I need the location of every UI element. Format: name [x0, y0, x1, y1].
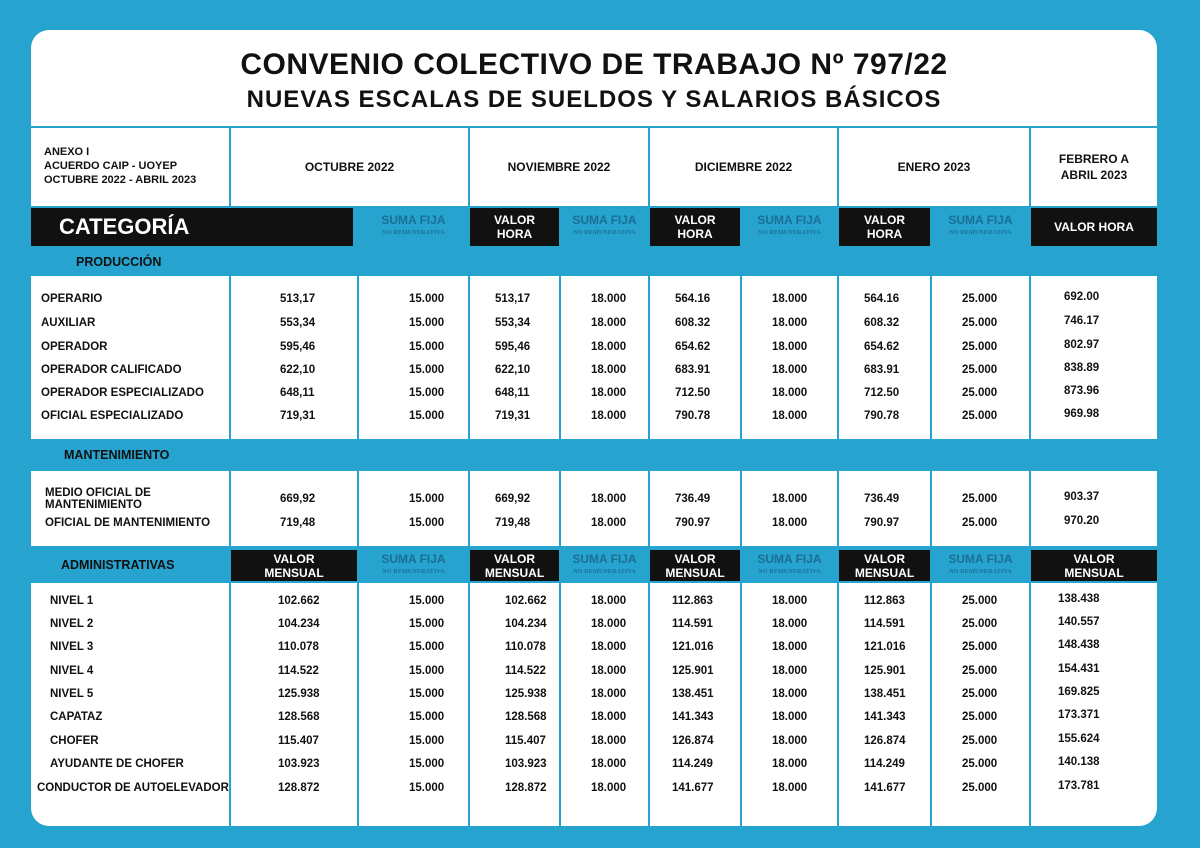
annex-line1: ANEXO I: [44, 146, 90, 158]
valor-label: [674, 213, 715, 241]
suma-fija-text: SUMA FIJA: [757, 213, 822, 227]
annex-cell: [31, 128, 229, 206]
cell-value: 18.000: [772, 341, 808, 353]
cell-value: 18.000: [591, 618, 627, 630]
valor-label-line2: MENSUAL: [854, 565, 915, 580]
cell-value: 15.000: [409, 711, 445, 723]
valor-label-line2: HORA: [866, 227, 903, 241]
cell-value: 18.000: [772, 711, 808, 723]
valor-mensual-header: [650, 550, 740, 581]
cell-value: 18.000: [772, 688, 808, 700]
cell-value: 173.371: [1058, 709, 1100, 721]
no-remunerativa-text: NO REMUNERATIVA: [949, 568, 1012, 575]
cell-value: 18.000: [591, 595, 627, 607]
cell-value: 141.343: [864, 711, 906, 723]
cell-value: 25.000: [962, 493, 998, 505]
cell-value: 18.000: [591, 517, 627, 529]
row-category: AYUDANTE DE CHOFER: [50, 758, 184, 770]
cell-value: 25.000: [962, 758, 998, 770]
suma-fija-label: [381, 553, 445, 579]
valor-label: [864, 213, 905, 241]
cell-value: 121.016: [864, 641, 906, 653]
table-row: [31, 595, 1157, 613]
cell-value: 18.000: [591, 387, 627, 399]
main-title: CONVENIO COLECTIVO DE TRABAJO Nº 797/22: [240, 48, 948, 81]
suma-fija-text: SUMA FIJA: [757, 551, 822, 566]
cell-value: 18.000: [591, 293, 627, 305]
cell-value: 18.000: [772, 782, 808, 794]
period-header-2: [470, 128, 648, 206]
suma-fija-header: [561, 550, 648, 581]
cell-value: 622,10: [495, 364, 531, 376]
salary-table-card: [31, 30, 1157, 826]
cell-value: 141.343: [672, 711, 714, 723]
cell-value: 18.000: [591, 688, 627, 700]
cell-value: 125.901: [864, 665, 906, 677]
cell-value: 15.000: [409, 665, 445, 677]
cell-value: 18.000: [772, 364, 808, 376]
cell-value: 15.000: [409, 758, 445, 770]
suma-fija-label: [757, 553, 821, 579]
valor-label-line1: VALOR: [273, 551, 315, 566]
cell-value: 18.000: [772, 758, 808, 770]
cell-value: 25.000: [962, 341, 998, 353]
suma-fija-label: [572, 214, 636, 240]
suma-fija-header: [359, 208, 468, 246]
cell-value: 15.000: [409, 688, 445, 700]
subtitle: NUEVAS ESCALAS DE SUELDOS Y SALARIOS BÁSICOS: [246, 86, 942, 113]
valor-mensual-header: [470, 550, 559, 581]
cell-value: 25.000: [962, 735, 998, 747]
no-remunerativa-text: NO REMUNERATIVA: [382, 230, 445, 236]
period-label: OCTUBRE 2022: [304, 160, 395, 174]
cell-value: 15.000: [409, 517, 445, 529]
cell-value: 553,34: [495, 317, 531, 329]
row-category: OPERADOR ESPECIALIZADO: [41, 387, 204, 399]
valor-label-line1: VALOR: [493, 551, 536, 566]
cell-value: 128.568: [505, 711, 547, 723]
cell-value: 104.234: [505, 618, 547, 630]
period-header-3: [650, 128, 837, 206]
cell-value: 154.431: [1058, 663, 1100, 675]
cell-value: 683.91: [675, 364, 711, 376]
period-header-1: [231, 128, 468, 206]
cell-value: 15.000: [409, 410, 445, 422]
cell-value: 114.591: [672, 618, 713, 630]
suma-fija-text: SUMA FIJA: [381, 551, 446, 566]
cell-value: 15.000: [409, 317, 445, 329]
cell-value: 114.522: [278, 665, 319, 677]
table-row: [31, 688, 1157, 706]
cell-value: 18.000: [591, 735, 627, 747]
category-header: [31, 208, 353, 246]
cell-value: 104.234: [278, 618, 320, 630]
valor-label-line1: VALOR: [863, 213, 906, 227]
cell-value: 25.000: [962, 618, 998, 630]
suma-fija-text: SUMA FIJA: [948, 213, 1013, 227]
row-category: AUXILIAR: [41, 317, 96, 329]
row-category: CONDUCTOR DE AUTOELEVADOR: [37, 782, 229, 794]
cell-value: 683.91: [864, 364, 900, 376]
row-category: OFICIAL DE MANTENIMIENTO: [45, 517, 211, 529]
cell-value: 648,11: [495, 387, 530, 399]
cell-value: 802.97: [1064, 339, 1100, 351]
valor-mensual-header: [1031, 550, 1157, 581]
valor-label-line1: VALOR: [493, 213, 536, 227]
cell-value: 553,34: [280, 317, 316, 329]
table-row: [31, 364, 1157, 382]
valor-label-line2: HORA: [677, 227, 713, 241]
category-label: CATEGORÍA: [59, 214, 190, 239]
cell-value: 25.000: [962, 595, 998, 607]
cell-value: 114.522: [505, 665, 546, 677]
cell-value: 102.662: [278, 595, 320, 607]
title-area: [31, 30, 1157, 126]
table-row: [31, 665, 1157, 683]
table-row: [31, 517, 1157, 535]
cell-value: 25.000: [962, 364, 998, 376]
cell-value: 18.000: [591, 317, 627, 329]
cell-value: 18.000: [772, 317, 808, 329]
cell-value: 125.901: [672, 665, 714, 677]
row-category: NIVEL 4: [50, 665, 94, 677]
row-category: NIVEL 5: [50, 688, 94, 700]
cell-value: 969.98: [1064, 408, 1100, 420]
cell-value: 18.000: [772, 517, 808, 529]
valor-label-line1: VALOR: [674, 213, 716, 227]
cell-value: 128.872: [278, 782, 320, 794]
cell-value: 790.78: [675, 410, 711, 422]
cell-value: 25.000: [962, 387, 998, 399]
row-category: OPERARIO: [41, 293, 103, 305]
cell-value: 595,46: [280, 341, 316, 353]
last-period-label: [1059, 151, 1129, 183]
cell-value: 121.016: [672, 641, 714, 653]
section-title-2: [61, 558, 231, 576]
cell-value: 622,10: [280, 364, 316, 376]
table-row: [31, 711, 1157, 729]
cell-value: 102.662: [505, 595, 547, 607]
cell-value: 25.000: [962, 711, 998, 723]
valor-hora-label: VALOR HORA: [1054, 220, 1134, 234]
annex-line2: ACUERDO CAIP - UOYEP: [44, 160, 178, 172]
cell-value: 18.000: [591, 711, 627, 723]
cell-value: 25.000: [962, 517, 998, 529]
cell-value: 25.000: [962, 410, 998, 422]
cell-value: 126.874: [864, 735, 906, 747]
valor-label: [485, 552, 544, 580]
cell-value: 18.000: [591, 410, 627, 422]
row-category: OPERADOR: [41, 341, 108, 353]
cell-value: 173.781: [1058, 780, 1100, 792]
suma-fija-text: SUMA FIJA: [572, 551, 637, 566]
cell-value: 564.16: [864, 293, 900, 305]
row-category: NIVEL 2: [50, 618, 94, 630]
cell-value: 15.000: [409, 341, 445, 353]
cell-value: 608.32: [675, 317, 711, 329]
cell-value: 669,92: [280, 493, 316, 505]
cell-value: 18.000: [772, 595, 808, 607]
cell-value: 114.249: [672, 758, 713, 770]
no-remunerativa-text: NO REMUNERATIVA: [758, 230, 821, 236]
cell-value: 719,31: [495, 410, 531, 422]
valor-hora-header: [839, 208, 930, 246]
cell-value: 15.000: [409, 364, 445, 376]
section-title-0: [76, 255, 276, 273]
suma-fija-label: [948, 214, 1012, 240]
cell-value: 138.451: [672, 688, 714, 700]
section-name: PRODUCCIÓN: [76, 255, 162, 269]
table-row: [31, 317, 1157, 335]
no-remunerativa-text: NO REMUNERATIVA: [758, 568, 821, 575]
cell-value: 513,17: [280, 293, 316, 305]
last-period-line1: FEBRERO A: [1058, 152, 1130, 166]
valor-label-line2: MENSUAL: [1064, 565, 1124, 580]
table-row: [31, 410, 1157, 428]
cell-value: 25.000: [962, 688, 998, 700]
row-category-line2: MANTENIMIENTO: [45, 499, 142, 511]
cell-value: 114.249: [864, 758, 905, 770]
cell-value: 564.16: [675, 293, 711, 305]
no-remunerativa-text: NO REMUNERATIVA: [573, 230, 636, 236]
cell-value: 128.568: [278, 711, 320, 723]
cell-value: 18.000: [772, 387, 808, 399]
cell-value: 712.50: [864, 387, 900, 399]
cell-value: 15.000: [409, 735, 445, 747]
valor-mensual-header: [839, 550, 930, 581]
cell-value: 141.677: [672, 782, 714, 794]
valor-label-line2: HORA: [496, 227, 533, 241]
cell-value: 15.000: [409, 595, 445, 607]
cell-value: 18.000: [591, 782, 627, 794]
cell-value: 736.49: [864, 493, 900, 505]
row-category: MEDIO OFICIAL DE: [45, 487, 151, 499]
cell-value: 669,92: [495, 493, 531, 505]
period-label: ENERO 2023: [897, 160, 971, 174]
cell-value: 25.000: [962, 665, 998, 677]
cell-value: 114.591: [864, 618, 905, 630]
cell-value: 25.000: [962, 293, 998, 305]
row-category: OFICIAL ESPECIALIZADO: [41, 410, 184, 422]
section-name: MANTENIMIENTO: [64, 448, 170, 462]
valor-label-line2: MENSUAL: [264, 565, 324, 580]
table-row: [31, 341, 1157, 359]
cell-value: 513,17: [495, 293, 531, 305]
section-title-1: [64, 448, 264, 466]
cell-value: 18.000: [772, 665, 808, 677]
table-row: [31, 618, 1157, 636]
period-label: DICIEMBRE 2022: [694, 160, 793, 174]
row-category: NIVEL 1: [50, 595, 94, 607]
cell-value: 112.863: [864, 595, 905, 607]
cell-value: 970.20: [1064, 515, 1100, 527]
cell-value: 18.000: [772, 618, 808, 630]
cell-value: 838.89: [1064, 362, 1100, 374]
cell-value: 790.78: [864, 410, 900, 422]
cell-value: 125.938: [505, 688, 547, 700]
cell-value: 595,46: [495, 341, 531, 353]
cell-value: 712.50: [675, 387, 711, 399]
cell-value: 746.17: [1064, 315, 1100, 327]
cell-value: 138.438: [1058, 593, 1100, 605]
suma-fija-text: SUMA FIJA: [948, 551, 1013, 566]
suma-fija-label: [757, 214, 821, 240]
table-row: [31, 782, 1157, 800]
valor-label: [494, 213, 535, 241]
valor-label: [264, 552, 323, 580]
suma-fija-header: [932, 208, 1029, 246]
valor-label-line1: VALOR: [674, 551, 716, 566]
table-row: [31, 487, 1157, 511]
cell-value: 169.825: [1058, 686, 1100, 698]
valor-mensual-header: [231, 550, 357, 581]
suma-fija-header: [932, 550, 1029, 581]
cell-value: 115.407: [505, 735, 546, 747]
cell-value: 25.000: [962, 317, 998, 329]
table-row: [31, 293, 1157, 311]
cell-value: 126.874: [672, 735, 714, 747]
cell-value: 25.000: [962, 641, 998, 653]
cell-value: 115.407: [278, 735, 319, 747]
cell-value: 18.000: [772, 641, 808, 653]
suma-fija-header: [359, 550, 468, 581]
cell-value: 654.62: [864, 341, 900, 353]
cell-value: 110.078: [278, 641, 319, 653]
no-remunerativa-text: NO REMUNERATIVA: [573, 568, 636, 575]
cell-value: 18.000: [591, 493, 627, 505]
cell-value: 736.49: [675, 493, 711, 505]
cell-value: 15.000: [409, 493, 445, 505]
valor-label-line2: MENSUAL: [665, 565, 725, 580]
cell-value: 873.96: [1064, 385, 1100, 397]
suma-fija-label: [572, 553, 636, 579]
cell-value: 18.000: [591, 665, 627, 677]
cell-value: 25.000: [962, 782, 998, 794]
row-category: CHOFER: [50, 735, 99, 747]
table-row: [31, 387, 1157, 405]
cell-value: 18.000: [591, 341, 627, 353]
cell-value: 140.138: [1058, 756, 1100, 768]
cell-value: 18.000: [772, 493, 808, 505]
annex-line3: OCTUBRE 2022 - ABRIL 2023: [44, 174, 197, 186]
period-header-last: [1031, 128, 1157, 206]
cell-value: 18.000: [772, 293, 808, 305]
table-row: [31, 758, 1157, 776]
valor-label-line1: VALOR: [1073, 551, 1115, 566]
cell-value: 18.000: [591, 364, 627, 376]
period-header-4: [839, 128, 1029, 206]
cell-value: 112.863: [672, 595, 713, 607]
suma-fija-header: [742, 208, 837, 246]
cell-value: 155.624: [1058, 733, 1100, 745]
suma-fija-label: [381, 214, 445, 240]
cell-value: 15.000: [409, 293, 445, 305]
valor-label: [855, 552, 914, 580]
table-row: [31, 641, 1157, 659]
cell-value: 648,11: [280, 387, 315, 399]
valor-hora-header: [1031, 208, 1157, 246]
cell-value: 15.000: [409, 641, 445, 653]
cell-value: 903.37: [1064, 491, 1100, 503]
cell-value: 128.872: [505, 782, 547, 794]
cell-value: 103.923: [278, 758, 320, 770]
cell-value: 141.677: [864, 782, 906, 794]
suma-fija-header: [561, 208, 648, 246]
last-period-line2: ABRIL 2023: [1060, 168, 1128, 182]
row-category: CAPATAZ: [50, 711, 103, 723]
cell-value: 719,31: [280, 410, 316, 422]
section-name: ADMINISTRATIVAS: [61, 558, 175, 572]
cell-value: 148.438: [1058, 639, 1100, 651]
cell-value: 15.000: [409, 618, 445, 630]
suma-fija-label: [948, 553, 1012, 579]
no-remunerativa-text: NO REMUNERATIVA: [949, 230, 1012, 236]
suma-fija-text: SUMA FIJA: [572, 213, 637, 227]
cell-value: 18.000: [772, 735, 808, 747]
cell-value: 654.62: [675, 341, 711, 353]
cell-value: 125.938: [278, 688, 320, 700]
cell-value: 608.32: [864, 317, 900, 329]
cell-value: 110.078: [505, 641, 546, 653]
valor-label-line1: VALOR: [863, 551, 906, 566]
row-category: NIVEL 3: [50, 641, 94, 653]
valor-label: [665, 552, 724, 580]
suma-fija-text: SUMA FIJA: [381, 213, 446, 227]
cell-value: 692.00: [1064, 291, 1100, 303]
period-label: NOVIEMBRE 2022: [507, 160, 611, 174]
cell-value: 138.451: [864, 688, 906, 700]
valor-hora-header: [470, 208, 559, 246]
cell-value: 719,48: [495, 517, 531, 529]
no-remunerativa-text: NO REMUNERATIVA: [382, 568, 445, 575]
valor-label-line2: MENSUAL: [484, 565, 545, 580]
table-row: [31, 735, 1157, 753]
cell-value: 15.000: [409, 387, 445, 399]
valor-hora-header: [650, 208, 740, 246]
cell-value: 140.557: [1058, 616, 1100, 628]
cell-value: 18.000: [772, 410, 808, 422]
cell-value: 790.97: [864, 517, 900, 529]
cell-value: 15.000: [409, 782, 445, 794]
valor-label: [1064, 552, 1123, 580]
cell-value: 790.97: [675, 517, 711, 529]
suma-fija-header: [742, 550, 837, 581]
row-category: OPERADOR CALIFICADO: [41, 364, 182, 376]
cell-value: 719,48: [280, 517, 316, 529]
cell-value: 103.923: [505, 758, 547, 770]
cell-value: 18.000: [591, 641, 627, 653]
cell-value: 18.000: [591, 758, 627, 770]
